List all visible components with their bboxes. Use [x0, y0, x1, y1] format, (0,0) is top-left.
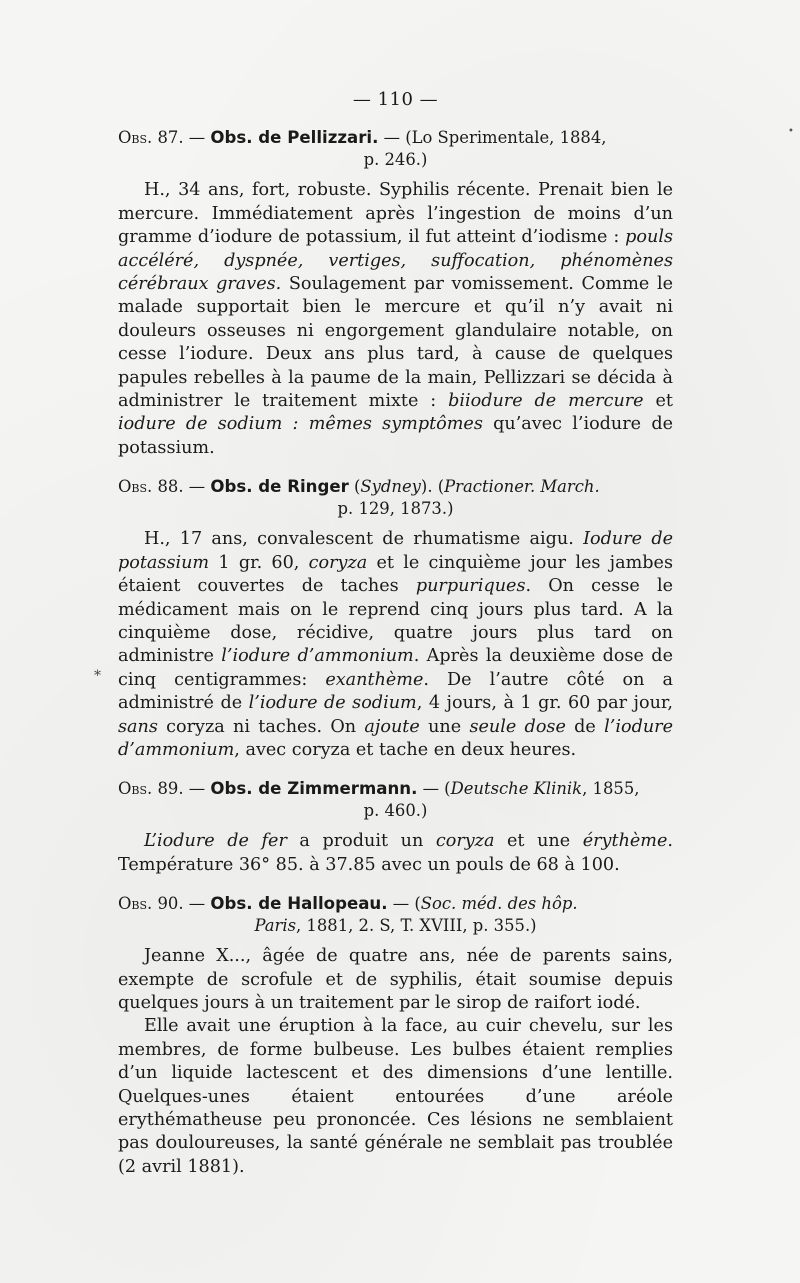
obs-89-heading: Obs. 89. — Obs. de Zimmermann. — (Deutsche Klinik, 1855, p. 460.) — [118, 779, 640, 821]
obs-88-author: Obs. de Ringer — [210, 477, 349, 497]
obs-87-heading: Obs. 87. — Obs. de Pellizzari. — (Lo Sperimentale, 1884, p. 246.) — [118, 128, 607, 170]
observation-87 — [118, 127, 673, 460]
obs-89-author: Obs. de Zimmermann. — [210, 779, 418, 799]
obs-87-ref: — (Lo Sperimentale, 1884, — [378, 128, 607, 148]
observation-88 — [118, 476, 673, 762]
obs-88-text: H., 17 ans, convalescent de rhumatisme aigu. Iodure de potassium 1 gr. 60, coryza et le cinquième jour les jambes étaient couvertes de taches purpuriques. On cesse le médicament mais on le reprend cinq jours plus tard. A la cinquième dose, récidive, quatre jours plus tard on administre l’iodure d’ammonium. Après la deuxième dose de cinq centigrammes: exanthème. De l’autre côté on a administré de l’iodure de sodium, 4 jours, à 1 gr. 60 par jour, sans coryza ni taches. On ajoute une seule dose de l’iodure d’ammonium, avec coryza et tache en deux heures. — [118, 529, 673, 760]
obs-90-author: Obs. de Hallopeau. — [210, 894, 388, 914]
observation-89 — [118, 778, 673, 877]
obs-90-text-1: Jeanne X..., âgée de quatre ans, née de parents sains, exempte de scrofule et de syphilis, était soumise depuis quelques jours à un traitement par le sirop de raifort iodé. — [118, 946, 673, 1013]
margin-dot: • — [788, 126, 794, 137]
obs-87-author: Obs. de Pellizzari. — [210, 128, 379, 148]
margin-asterisk: * — [94, 668, 101, 684]
observation-90 — [118, 893, 673, 1179]
obs-90-heading: Obs. 90. — Obs. de Hallopeau. — (Soc. méd. des hôp. Paris, 1881, 2. S, T. XVIII, p. 355.) — [118, 894, 578, 936]
obs-87-text: H., 34 ans, fort, robuste. Syphilis récente. Prenait bien le mercure. Immédiatement après l’ingestion de moins d’un gramme d’iodure de potassium, il fut atteint d’iodisme : pouls accéléré, dyspnée, vertiges, suffocation, phénomènes cérébraux graves. Soulagement par vomissement. Comme le malade supportait bien le mercure et qu’il n’y avait ni douleurs osseuses ni engorgement glandulaire notable, on cesse l’iodure. Deux ans plus tard, à cause de quelques papules rebelles à la paume de la main, Pellizzari se décida à administrer le traitement mixte : biiodure de mercure et iodure de sodium : mêmes symptômes qu’avec l’iodure de potassium. — [118, 180, 673, 458]
obs-89-text: L’iodure de fer a produit un coryza et une érythème. Température 36° 85. à 37.85 avec un pouls de 68 à 100. — [118, 831, 673, 875]
page-number: — 110 — — [352, 89, 439, 110]
page-body — [118, 88, 673, 1179]
obs-90-text-2: Elle avait une éruption à la face, au cuir chevelu, sur les membres, de forme bulbeuse. Les bulbes étaient remplies d’un liquide lactescent et des dimensions d’une lentille. Quelques-unes étaient entourées d’une aréole erythématheuse peu prononcée. Ces lésions ne semblaient pas douloureuses, la santé générale ne semblait pas troublée (2 avril 1881). — [118, 1016, 673, 1177]
obs-88-heading: Obs. 88. — Obs. de Ringer (Sydney). (Practioner. March. p. 129, 1873.) — [118, 477, 600, 519]
